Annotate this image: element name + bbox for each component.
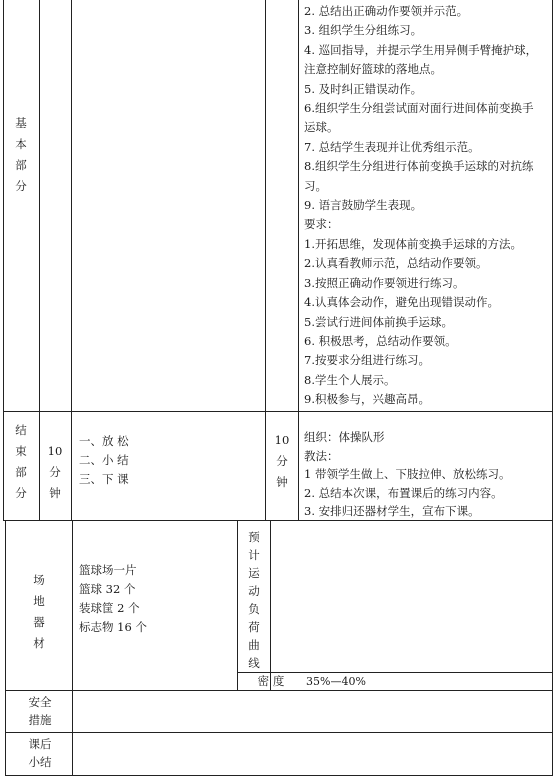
content-line: 习。 [304, 178, 327, 193]
content-line: 教法： [304, 448, 339, 463]
content-line: 要求： [304, 217, 339, 232]
content-line: 9. 语言鼓励学生表现。 [304, 198, 423, 213]
end-section-content [79, 432, 129, 489]
content-line: 7. 总结学生表现并让优秀组示范。 [304, 139, 480, 154]
content-line: 7.按要求分组进行练习。 [304, 353, 430, 368]
list-item: 标志物 16 个 [79, 620, 147, 634]
end-section-label: 结 束 部 分 [15, 423, 27, 500]
content-line: 4. 巡回指导，并提示学生用异侧手臂掩护球， [304, 42, 538, 57]
density-value: 35%—40% [306, 675, 366, 688]
basic-section-label: 基 本 部 分 [15, 116, 27, 193]
equipment-list [79, 561, 147, 637]
content-line: 3.按照正确动作要领进行练习。 [304, 275, 465, 290]
content-line: 2. 总结本次课，布置课后的练习内容。 [304, 485, 503, 500]
content-line: 5. 及时纠正错误动作。 [304, 81, 423, 96]
content-line: 4.认真体会动作，避免出现错误动作。 [304, 295, 499, 310]
equipment-label: 场 地 器 材 [33, 573, 45, 650]
summary-label: 课后 小结 [28, 737, 52, 769]
content-line: 运球。 [304, 120, 339, 135]
content-line: 二、小 结 [79, 453, 129, 467]
end-section-duration: 10 分 钟 [274, 433, 290, 489]
load-curve-label: 预 计 运 动 负 荷 曲 线 [248, 530, 260, 670]
end-section-time: 10 分 钟 [47, 444, 63, 500]
content-line: 1 带领学生做上、下肢拉伸、放松练习。 [304, 467, 511, 482]
content-line: 3. 安排归还器材学生，宣布下课。 [304, 504, 480, 519]
basic-section-content [304, 2, 537, 410]
content-line: 3. 组织学生分组练习。 [304, 23, 423, 38]
safety-label: 安全 措施 [28, 695, 52, 727]
content-line: 8.组织学生分组进行体前变换手运球的对抗练 [304, 159, 534, 174]
content-line: 9.积极参与，兴趣高昂。 [304, 392, 430, 407]
end-section-organization [304, 428, 510, 521]
content-line: 注意控制好篮球的落地点。 [304, 62, 442, 77]
content-line: 6. 积极思考，总结动作要领。 [304, 333, 457, 348]
density-label: 密 度 [257, 674, 285, 688]
content-line: 组织：体操队形 [304, 430, 385, 444]
content-line: 2. 总结出正确动作要领并示范。 [304, 4, 469, 18]
list-item: 篮球场一片 [79, 563, 137, 577]
content-line: 5.尝试行进间体前换手运球。 [304, 314, 453, 329]
list-item: 装球筐 2 个 [79, 601, 140, 615]
content-line: 2.认真看教师示范，总结动作要领。 [304, 256, 488, 271]
content-line: 三、下 课 [79, 472, 129, 486]
content-line: 1.开拓思维，发现体前变换手运球的方法。 [304, 236, 522, 251]
content-line: 一、放 松 [79, 434, 129, 448]
content-line: 6.组织学生分组尝试面对面行进间体前变换手 [304, 101, 534, 116]
list-item: 篮球 32 个 [79, 582, 136, 596]
content-line: 8.学生个人展示。 [304, 372, 396, 387]
